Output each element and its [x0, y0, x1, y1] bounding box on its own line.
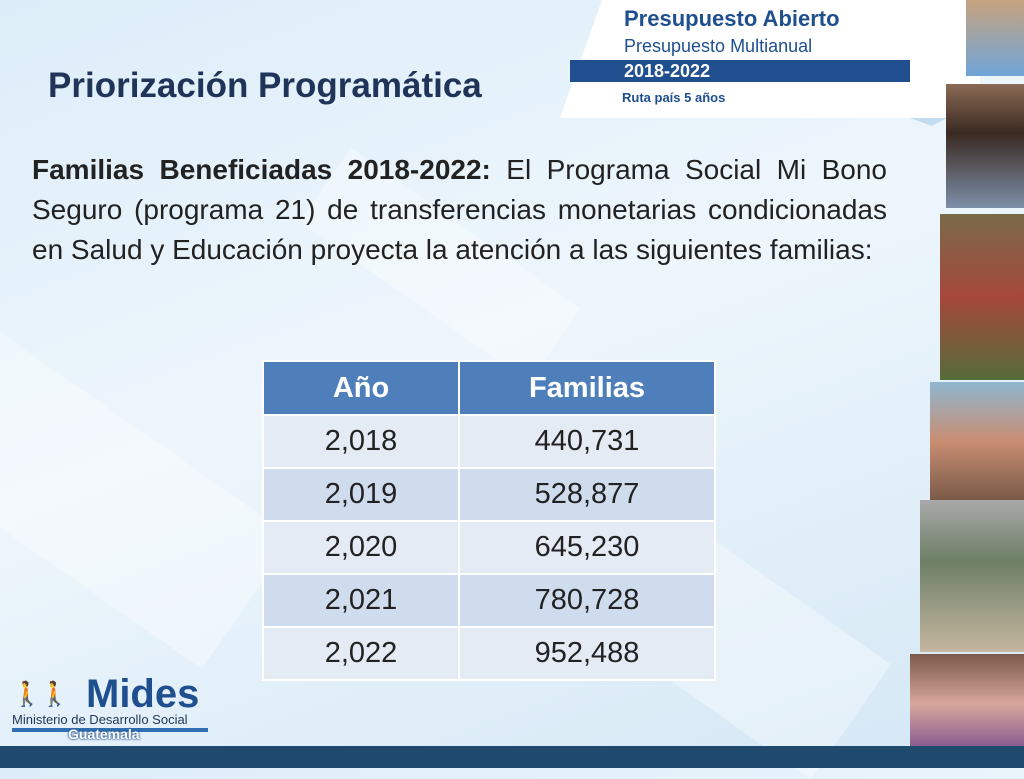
- cell-families: 952,488: [459, 627, 715, 680]
- description-text: El Programa Social Mi Bono Seguro (programa 21) de transferencias monetarias condicionadas en Salud y Educación proyecta la atención a las siguientes familias:: [32, 154, 887, 265]
- header-families: Familias: [459, 361, 715, 415]
- mides-logo: [12, 672, 212, 742]
- elder-photo: [940, 214, 1024, 380]
- background-facet: [0, 331, 293, 669]
- logo-ministry: Ministerio de Desarrollo Social: [12, 712, 188, 727]
- table-row: [263, 574, 715, 627]
- budget-banner: [560, 0, 980, 118]
- families-table: [262, 360, 716, 681]
- girls-photo: [910, 654, 1024, 754]
- cell-year: 2,020: [263, 521, 459, 574]
- table-header-row: [263, 361, 715, 415]
- photo-strip: [936, 0, 1024, 768]
- cell-families: 528,877: [459, 468, 715, 521]
- cell-year: 2,021: [263, 574, 459, 627]
- classroom-photo: [920, 500, 1024, 652]
- cell-families: 780,728: [459, 574, 715, 627]
- banner-route: Ruta país 5 años: [622, 90, 726, 105]
- people-group-icon: 🚶🚶: [12, 681, 68, 708]
- description-paragraph: [32, 150, 887, 270]
- banner-years: 2018-2022: [570, 60, 910, 82]
- header-year: Año: [263, 361, 459, 415]
- table-row: [263, 521, 715, 574]
- child-photo: [966, 0, 1024, 76]
- banner-subtitle: Presupuesto Multianual: [624, 36, 813, 56]
- table-row: [263, 468, 715, 521]
- cell-year: 2,019: [263, 468, 459, 521]
- children-photo: [930, 382, 1024, 500]
- cell-families: 645,230: [459, 521, 715, 574]
- cell-year: 2,018: [263, 415, 459, 468]
- cell-families: 440,731: [459, 415, 715, 468]
- table-row: [263, 627, 715, 680]
- cell-year: 2,022: [263, 627, 459, 680]
- banner-title: Presupuesto Abierto: [624, 6, 840, 31]
- footer-bar: [0, 746, 1024, 768]
- child-photo: [946, 84, 1024, 208]
- logo-name: Mides: [86, 672, 200, 716]
- logo-country: Guatemala: [68, 726, 140, 742]
- description-lead: Familias Beneficiadas 2018-2022:: [32, 154, 491, 185]
- slide-title: Priorización Programática: [48, 66, 482, 105]
- table-row: [263, 415, 715, 468]
